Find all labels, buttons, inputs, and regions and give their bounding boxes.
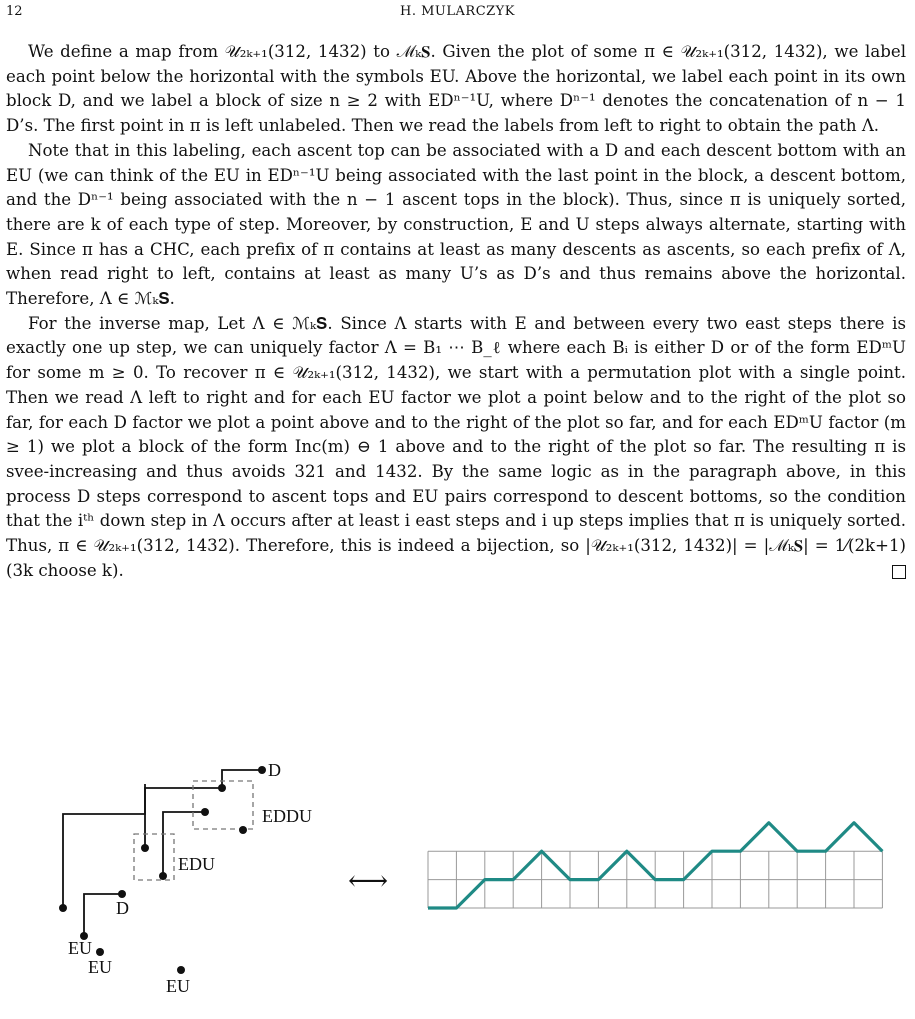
label-edu: EDU <box>178 854 215 874</box>
figure-svg <box>0 760 915 1000</box>
qed-box-icon <box>892 565 906 579</box>
tree-line-1 <box>63 784 145 908</box>
label-d-top: D <box>268 760 281 780</box>
label-eu-1: EU <box>68 938 92 958</box>
label-eu-2: EU <box>88 957 112 977</box>
point <box>218 784 226 792</box>
page-number: 12 <box>6 4 23 19</box>
point <box>258 766 266 774</box>
label-eddu: EDDU <box>262 806 312 826</box>
point <box>96 948 104 956</box>
tree-line-2 <box>145 788 222 848</box>
point <box>118 890 126 898</box>
point <box>59 904 67 912</box>
permutation-plot <box>63 770 262 936</box>
paragraph-labeling-note: Note that in this labeling, each ascent top can be associated with a D and each descent bottom with an EU (we can think of the EU in EDⁿ⁻¹U being associated with the last point in the block, a descent bottom, and the Dⁿ⁻¹ being associated with the n − 1 ascent tops in the block). Thus, since π is uniquely sorted, there are k of each type of step. Moreover, by construction, E and U steps always alternate, starting with E. Since π has a CHC, each prefix of π contains at least as many descents as ascents, so each prefix of Λ, when read right to left, contains at least as many U’s as D’s and thus remains above the horizontal. Therefore, Λ ∈ ℳₖ𝐒. <box>6 140 906 309</box>
bijection-arrow: ⟷ <box>348 866 389 897</box>
paragraph-inverse-map: For the inverse map, Let Λ ∈ ℳₖ𝐒. Since Λ starts with E and between every two east steps there is exactly one up step, we can uniquely factor Λ = B₁ ⋯ B_ℓ where each Bᵢ is either D or of the form EDᵐU for some m ≥ 0. To recover π ∈ 𝒰₂ₖ₊₁(312, 1432), we start with a permutation plot with a single point. Then we read Λ left to right and for each EU factor we plot a point below and to the right of the plot so far, for each D factor we plot a point above and to the right of the plot so far, and for each EDᵐU factor (m ≥ 1) we plot a block of the form Inc(m) ⊖ 1 above and to the right of the plot so far. The resulting π is svee-increasing and thus avoids 321 and 1432. By the same logic as in the paragraph above, in this process D steps correspond to ascent tops and EU pairs correspond to descent bottoms, so the condition that the iᵗʰ down step in Λ occurs after at least i east steps and i up steps implies that π is uniquely sorted. Thus, π ∈ 𝒰₂ₖ₊₁(312, 1432). Therefore, this is indeed a bijection, so |𝒰₂ₖ₊₁(312, 1432)| = |ℳₖ𝐒| = 1⁄(2k+1) (3k choose k). <box>6 313 906 580</box>
label-eu-3: EU <box>166 976 190 996</box>
main-text <box>6 40 906 583</box>
point <box>159 872 167 880</box>
edu-block-box <box>134 834 174 880</box>
point <box>141 844 149 852</box>
running-head-author: H. MULARCZYK <box>400 4 515 19</box>
point <box>177 966 185 974</box>
label-d-low: D <box>116 898 129 918</box>
page-header <box>6 4 909 26</box>
bijection-figure <box>0 760 915 1000</box>
point <box>239 826 247 834</box>
point <box>201 808 209 816</box>
paragraph-map-definition: We define a map from 𝒰₂ₖ₊₁(312, 1432) to ℳₖ𝐒. Given the plot of some π ∈ 𝒰₂ₖ₊₁(312, 1432), we label each point below the horizontal with the symbols EU. Above the horizontal, we label each point in its own block D, and we label a block of size n ≥ 2 with EDⁿ⁻¹U, where Dⁿ⁻¹ denotes the concatenation of n − 1 D’s. The first point in π is left unlabeled. Then we read the labels from left to right to obtain the path Λ. <box>6 42 906 136</box>
tree-line-3 <box>222 770 262 788</box>
